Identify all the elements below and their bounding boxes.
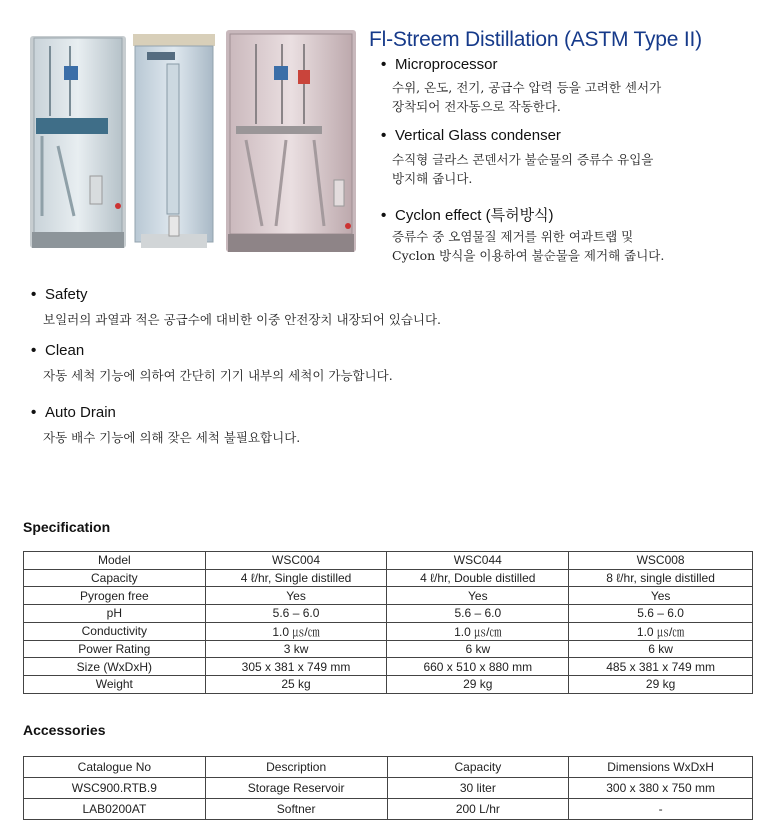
table-cell: Power Rating <box>24 640 206 658</box>
table-cell: 305 x 381 x 749 mm <box>205 658 387 676</box>
table-cell: 485 x 381 x 749 mm <box>569 658 753 676</box>
table-cell: 1.0 ㎲/㎝ <box>387 622 569 640</box>
table-cell: 29 kg <box>387 676 569 694</box>
feature-desc-safety: 보일러의 과열과 적은 공급수에 대비한 이중 안전장치 내장되어 있습니다. <box>43 312 442 327</box>
table-cell: Yes <box>387 587 569 605</box>
table-cell: Pyrogen free <box>24 587 206 605</box>
feature-desc-clean: 자동 세척 기능에 의하여 간단히 기기 내부의 세척이 가능합니다. <box>43 368 393 383</box>
table-cell: 3 kw <box>205 640 387 658</box>
table-cell: pH <box>24 605 206 623</box>
feature-title-microprocessor: • Microprocessor <box>381 56 498 73</box>
feature-desc-cyclon-effect: 증류수 중 오염물질 제거를 위한 여과트랩 및 Cyclon 방식을 이용하여 불순물을 제거해 줍니다. <box>392 229 665 263</box>
table-cell: 200 L/hr <box>387 799 569 820</box>
table-row <box>24 658 753 676</box>
feature-title-clean: • Clean <box>31 342 85 359</box>
table-cell: 29 kg <box>569 676 753 694</box>
bullet-icon: • <box>31 404 37 421</box>
bullet-icon: • <box>381 207 387 224</box>
bullet-icon: • <box>381 56 387 73</box>
table-cell: - <box>569 799 753 820</box>
accessories-header-cell: Capacity <box>387 757 569 778</box>
feature-desc-glass-condenser: 수직형 글라스 콘덴서가 불순물의 증류수 유입을 방지해 줍니다. <box>392 152 654 186</box>
bullet-icon: • <box>31 286 37 303</box>
feature-desc-auto-drain: 자동 배수 기능에 의해 잦은 세척 불필요합니다. <box>43 430 301 445</box>
feature-title-safety: • Safety <box>31 286 88 303</box>
table-cell: Size (WxDxH) <box>24 658 206 676</box>
feature-title-cyclon-effect: • Cyclon effect (특허방식) <box>381 207 554 224</box>
feature-title-glass-condenser: • Vertical Glass condenser <box>381 127 561 144</box>
table-row <box>24 640 753 658</box>
table-cell: Weight <box>24 676 206 694</box>
table-cell: 660 x 510 x 880 mm <box>387 658 569 676</box>
table-cell: Conductivity <box>24 622 206 640</box>
table-cell: 1.0 ㎲/㎝ <box>205 622 387 640</box>
table-row <box>24 622 753 640</box>
table-cell: 6 kw <box>387 640 569 658</box>
table-row <box>24 605 753 623</box>
table-cell: Yes <box>205 587 387 605</box>
table-cell: Storage Reservoir <box>205 778 387 799</box>
bullet-icon: • <box>31 342 37 359</box>
distiller-unit-right-image <box>226 30 356 252</box>
table-cell: 5.6 – 6.0 <box>569 605 753 623</box>
distiller-unit-left-image <box>30 36 126 248</box>
table-cell: 8 ℓ/hr, single distilled <box>569 569 753 587</box>
table-cell: 5.6 – 6.0 <box>387 605 569 623</box>
table-cell: Yes <box>569 587 753 605</box>
table-cell: Capacity <box>24 569 206 587</box>
specification-heading: Specification <box>23 519 111 535</box>
accessories-table <box>23 756 753 820</box>
table-cell: 30 liter <box>387 778 569 799</box>
table-cell: 5.6 – 6.0 <box>205 605 387 623</box>
specification-header-cell: WSC004 <box>205 552 387 570</box>
specification-header-cell: WSC044 <box>387 552 569 570</box>
table-cell: 25 kg <box>205 676 387 694</box>
accessories-heading: Accessories <box>23 722 106 738</box>
table-row <box>24 799 753 820</box>
table-cell: 6 kw <box>569 640 753 658</box>
table-cell: 4 ℓ/hr, Single distilled <box>205 569 387 587</box>
table-row <box>24 778 753 799</box>
accessories-header-row <box>24 757 753 778</box>
table-cell: 4 ℓ/hr, Double distilled <box>387 569 569 587</box>
accessories-header-cell: Dimensions WxDxH <box>569 757 753 778</box>
table-cell: WSC900.RTB.9 <box>24 778 206 799</box>
table-row <box>24 676 753 694</box>
specification-header-cell: Model <box>24 552 206 570</box>
specification-header-cell: WSC008 <box>569 552 753 570</box>
table-cell: 1.0 ㎲/㎝ <box>569 622 753 640</box>
table-row <box>24 569 753 587</box>
feature-desc-microprocessor: 수위, 온도, 전기, 공급수 압력 등을 고려한 센서가 장착되어 전자동으로 작동한다. <box>392 80 662 114</box>
product-title: Fl-Streem Distillation (ASTM Type II) <box>369 28 702 51</box>
table-row <box>24 587 753 605</box>
table-cell: 300 x 380 x 750 mm <box>569 778 753 799</box>
accessories-header-cell: Catalogue No <box>24 757 206 778</box>
accessories-header-cell: Description <box>205 757 387 778</box>
specification-table <box>23 551 753 694</box>
table-cell: LAB0200AT <box>24 799 206 820</box>
table-cell: Softner <box>205 799 387 820</box>
specification-header-row <box>24 552 753 570</box>
bullet-icon: • <box>381 127 387 144</box>
feature-title-auto-drain: • Auto Drain <box>31 404 116 421</box>
distiller-unit-middle-image <box>133 34 215 248</box>
